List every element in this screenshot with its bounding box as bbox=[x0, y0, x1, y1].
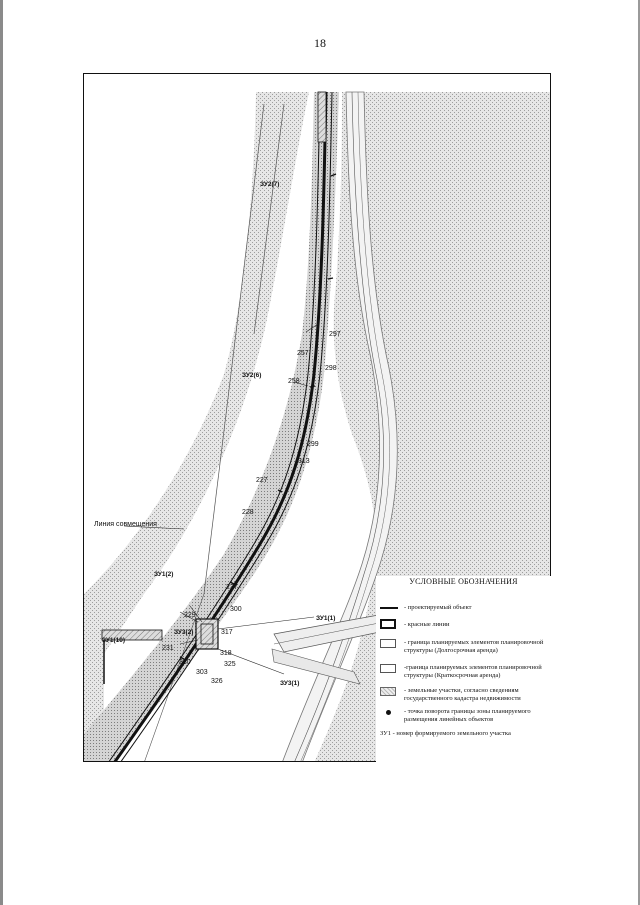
legend-item bbox=[380, 604, 550, 614]
point-label: 231 bbox=[162, 645, 174, 652]
legend-label: - земельные участки, согласно сведениям государственного кадастра недвижимости bbox=[404, 687, 521, 702]
plot-label: ЗУ1(1) bbox=[316, 615, 336, 622]
alignment-line-label: Линия совмещения bbox=[94, 521, 157, 528]
point-label: 228 bbox=[242, 509, 254, 516]
page-number: 18 bbox=[314, 36, 326, 50]
legend-item bbox=[380, 639, 550, 657]
plot-label: ЗУ3(1) bbox=[280, 680, 300, 687]
point-label: 325 bbox=[224, 661, 236, 668]
point-label: 298 bbox=[325, 365, 337, 372]
line-icon bbox=[380, 607, 398, 609]
hatched-strip bbox=[318, 92, 326, 142]
point-label: 229 bbox=[184, 612, 196, 619]
plot-label: ЗУ3(2) bbox=[174, 629, 194, 636]
point-label: 297 bbox=[329, 331, 341, 338]
legend-item bbox=[380, 730, 550, 740]
point-label: 313 bbox=[298, 458, 310, 465]
plot-label: ЗУ2(7) bbox=[260, 181, 280, 188]
legend-label: - проектируемый объект bbox=[404, 604, 472, 611]
boundary-box-icon bbox=[380, 639, 396, 648]
hatched-area-icon bbox=[380, 687, 396, 696]
point-label: 299 bbox=[307, 441, 319, 448]
legend-label: - красные линии bbox=[404, 621, 450, 628]
legend-label: ЗУ1 - номер формируемого земельного участка bbox=[380, 730, 511, 737]
plot-label: ЗУ2(6) bbox=[242, 372, 262, 379]
red-line-icon bbox=[380, 619, 396, 629]
point-label: 318 bbox=[220, 650, 232, 657]
point-label: 300 bbox=[230, 606, 242, 613]
legend-label: - точка поворота границы зоны планируемого размещения линейных объектов bbox=[404, 708, 531, 723]
junction-hatch bbox=[196, 619, 218, 649]
scan-edge-left bbox=[0, 0, 3, 905]
legend-item bbox=[380, 664, 550, 682]
plot-label: ЗУ1(2) bbox=[154, 571, 174, 578]
point-label: 310 bbox=[179, 659, 191, 666]
legend-label: - граница планируемых элементов планировочной структуры (Долгосрочная аренда) bbox=[404, 639, 544, 654]
legend-title: УСЛОВНЫЕ ОБОЗНАЧЕНИЯ bbox=[409, 577, 518, 586]
legend bbox=[376, 576, 551, 762]
boundary-box-icon bbox=[380, 664, 396, 673]
point-label: 258 bbox=[288, 378, 300, 385]
legend-item bbox=[380, 619, 550, 633]
legend-item bbox=[380, 687, 550, 705]
legend-label: -граница планируемых элементов планировочной структуры (Краткосрочная аренда) bbox=[404, 664, 542, 679]
plot-label: ЗУ1(10) bbox=[102, 637, 126, 644]
point-label: 326 bbox=[211, 678, 223, 685]
legend-item bbox=[380, 708, 550, 726]
point-label: 237 bbox=[226, 584, 238, 591]
point-label: 227 bbox=[256, 477, 268, 484]
point-label: 257 bbox=[297, 350, 309, 357]
point-label: 317 bbox=[221, 629, 233, 636]
point-label: 303 bbox=[196, 669, 208, 676]
dot-icon bbox=[386, 710, 391, 715]
